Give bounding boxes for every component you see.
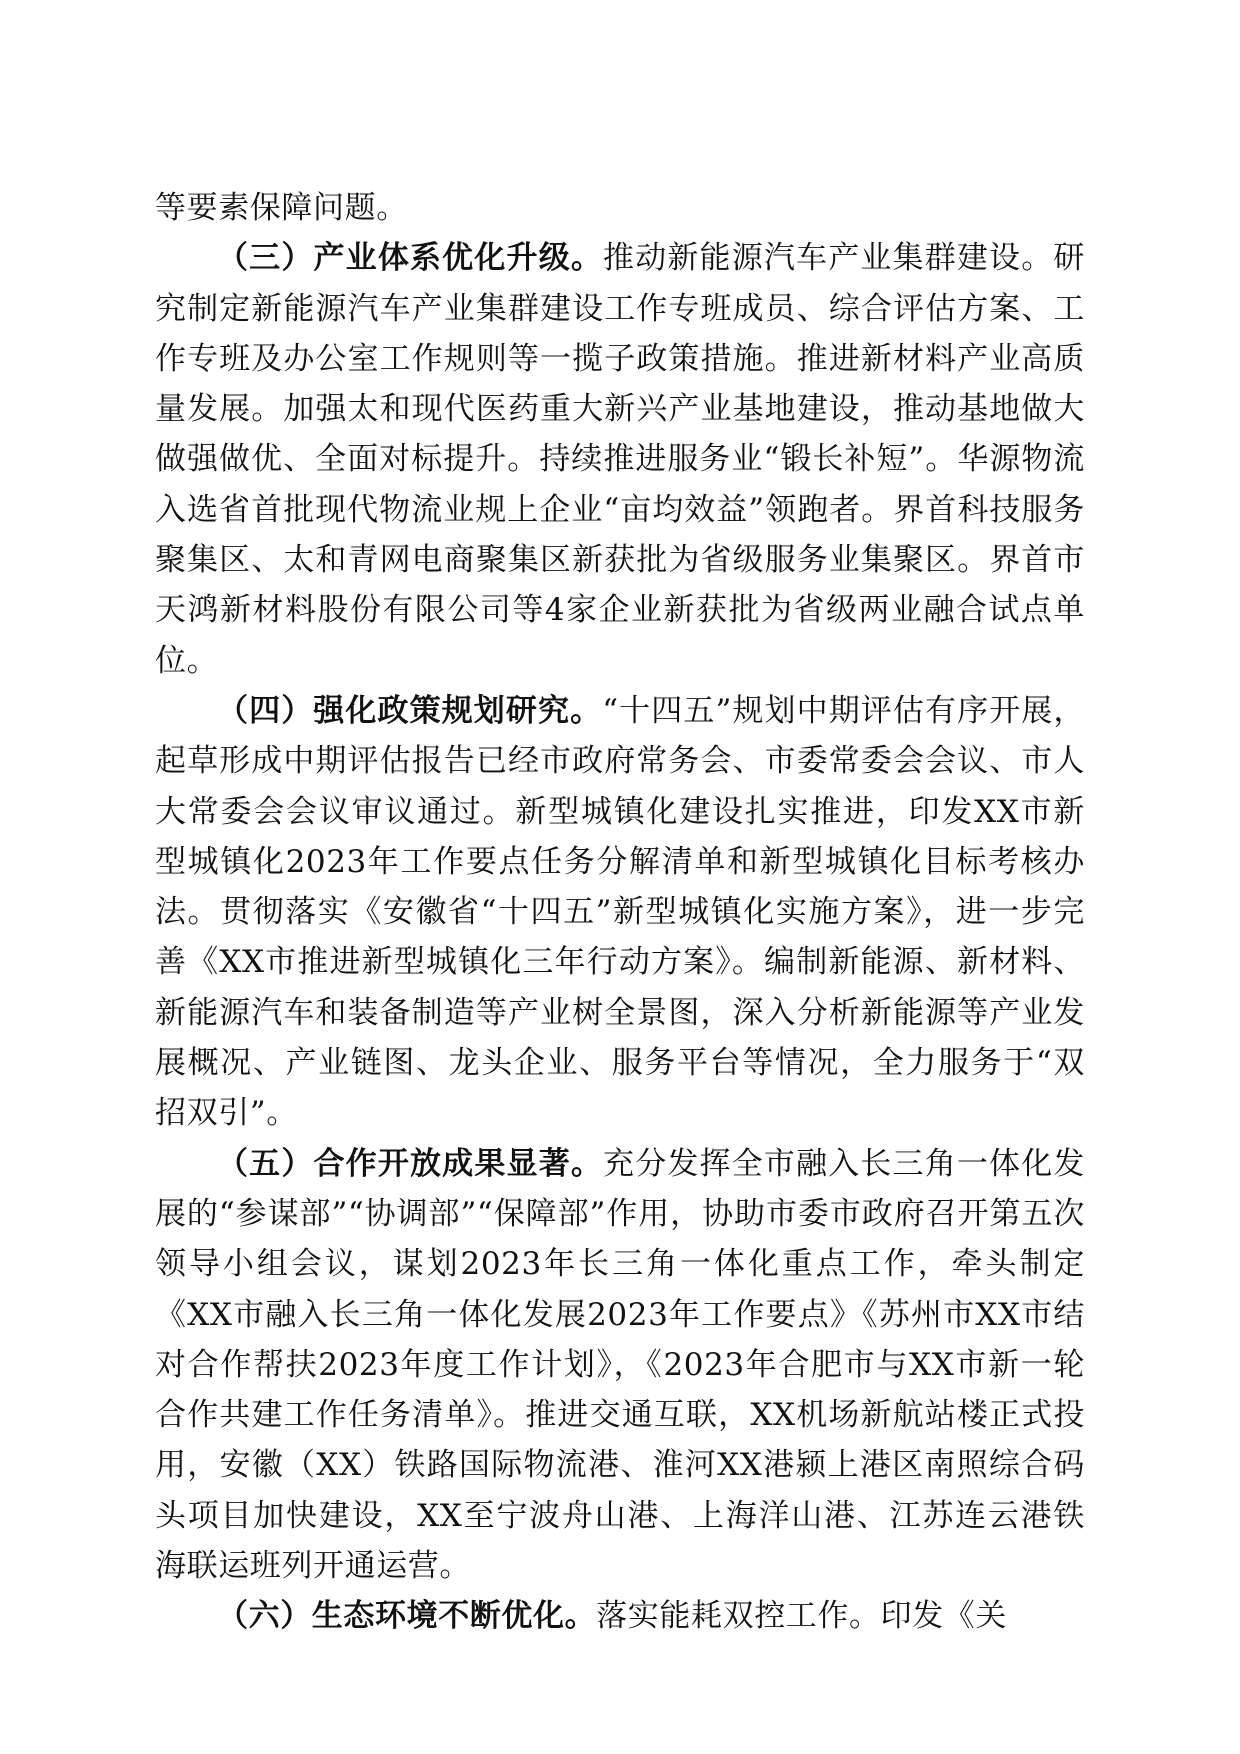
paragraph-policy-planning	[155, 686, 1085, 1139]
paragraph-cooperation-opening	[155, 1139, 1085, 1592]
paragraph-body: “十四五”规划中期评估有序开展，起草形成中期评估报告已经市政府常务会、市委常委会会议、市人大常委会会议审议通过。新型城镇化建设扎实推进，印发XX市新型城镇化2023年工作要点任务分解清单和新型城镇化目标考核办法。贯彻落实《安徽省“十四五”新型城镇化实施方案》，进一步完善《XX市推进新型城镇化三年行动方案》。编制新能源、新材料、新能源汽车和装备制造等产业树全景图，深入分析新能源等产业发展概况、产业链图、龙头企业、服务平台等情况，全力服务于“双招双引”。	[155, 692, 1085, 1132]
section-heading: （五）合作开放成果显著。	[217, 1145, 604, 1182]
section-heading: （四）强化政策规划研究。	[217, 692, 603, 729]
paragraph-body: 等要素保障问题。	[155, 190, 408, 226]
section-heading: （六）生态环境不断优化。	[217, 1598, 597, 1635]
paragraph-body: 推动新能源汽车产业集群建设。研究制定新能源汽车产业集群建设工作专班成员、综合评估方案、工作专班及办公室工作规则等一揽子政策措施。推进新材料产业高质量发展。加强太和现代医药重大新兴产业基地建设，推动基地做大做强做优、全面对标提升。持续推进服务业“锻长补短”。华源物流入选省首批现代物流业规上企业“亩均效益”领跑者。界首科技服务聚集区、太和青网电商聚集区新获批为省级服务业集聚区。界首市天鸿新材料股份有限公司等4家企业新获批为省级两业融合试点单位。	[155, 240, 1085, 679]
paragraph-continuation	[155, 183, 1085, 233]
paragraph-industry-system	[155, 233, 1085, 686]
paragraph-ecological-environment	[155, 1591, 1085, 1641]
section-heading: （三）产业体系优化升级。	[217, 240, 604, 277]
document-page	[155, 183, 1085, 1642]
paragraph-body: 充分发挥全市融入长三角一体化发展的“参谋部”“协调部”“保障部”作用，协助市委市政府召开第五次领导小组会议，谋划2023年长三角一体化重点工作，牵头制定《XX市融入长三角一体化发展2023年工作要点》《苏州市XX市结对合作帮扶2023年度工作计划》，《2023年合肥市与XX市新一轮合作共建工作任务清单》。推进交通互联，XX机场新航站楼正式投用，安徽（XX）铁路国际物流港、淮河XX港颍上港区南照综合码头项目加快建设，XX至宁波舟山港、上海洋山港、江苏连云港铁海联运班列开通运营。	[155, 1145, 1085, 1585]
paragraph-body: 落实能耗双控工作。印发《关	[596, 1598, 1008, 1635]
